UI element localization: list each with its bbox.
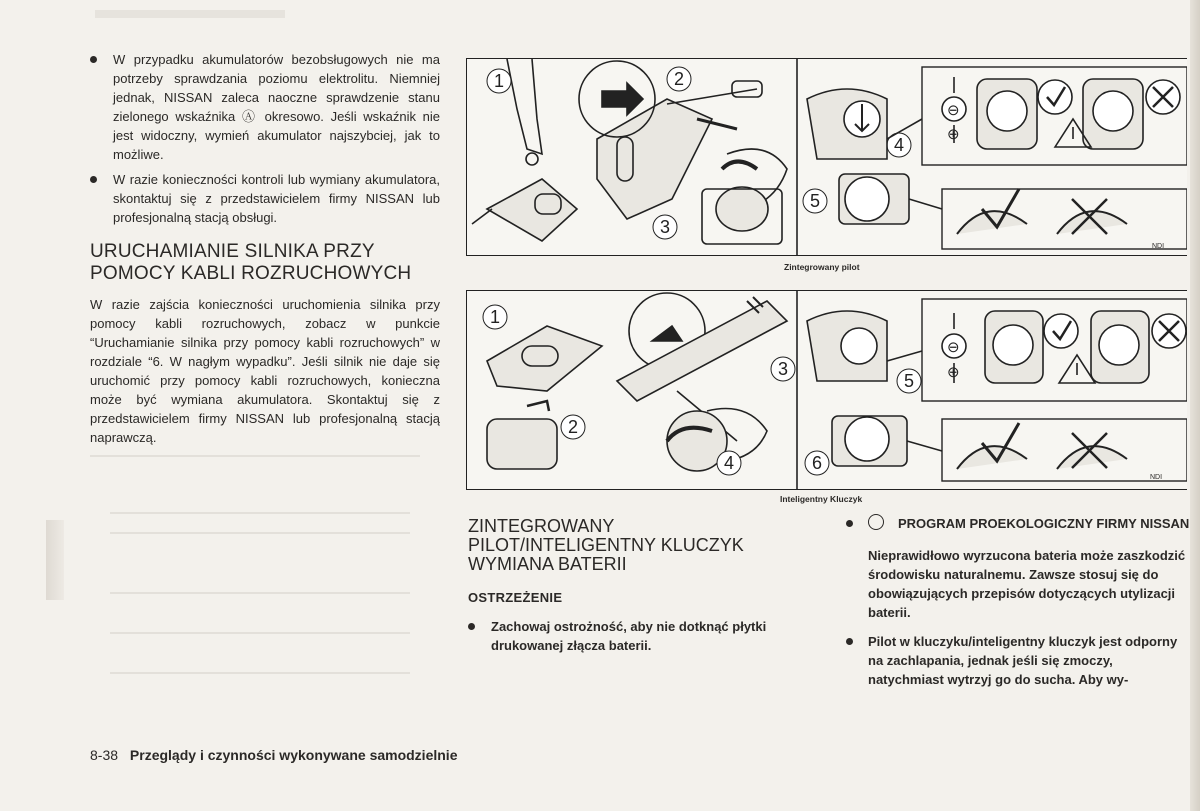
bullet-dot [846,638,853,645]
jump-start-paragraph: W razie zajścia konieczności uruchomienia silnika przy pomocy kabli rozruchowych, zobacz w punkcie “Uruchamianie silnika przy pomocy kabli rozruchowych” w rozdziale “6. W nagłym wypadku”. Jeśli silnik nie daje się uruchomić przy pomocy kabli rozruchowych, konieczna może być wymiana akumulatora. Skontaktuj się z przedstawicielem firmy NISSAN lub profesjonalną stacją naprawczą. [90,297,440,445]
key-step-5-label: 5 [904,371,915,391]
header-smudge [95,10,285,18]
key-polarity-minus-label: ⊖ [947,339,960,356]
battery-replacement-section [468,517,823,655]
battery-maintenance-bullet [90,50,440,164]
battery-heading-line-2: PILOT/INTELIGENTNY KLUCZYK [468,535,744,555]
bullet-text: W przypadku akumulatorów bezobsługowych nie ma potrzeby sprawdzania poziomu elektrolitu. Niemniej jednak, NISSAN zaleca naoczne sprawdzenie stanu zielonego wskaźnika Ⓐ okresowo. Jeśli wskaźnik nie jest widoczny, wymień akumulator najszybciej, jak to możliwe. [113,52,440,162]
warning-text: Zachowaj ostrożność, aby nie dotknąć płytki drukowanej złącza baterii. [491,619,767,653]
bleed-through-line [110,532,410,534]
integrated-remote-caption: Zintegrowany pilot [784,262,860,272]
figure-code-top: NDI [1152,243,1165,250]
key-step-2-label: 2 [568,417,579,437]
page-footer [90,747,457,763]
jump-start-heading: URUCHAMIANIE SILNIKA PRZY POMOCY KABLI ROZRUCHOWYCH [90,241,412,284]
bleed-through-line [110,592,410,594]
step-3-label: 3 [660,217,671,237]
intelligent-key-battery-figure [466,290,1187,490]
warning-label: OSTRZEŻENIE [468,590,563,605]
step-4-label: 4 [894,135,905,155]
key-step-6-label: 6 [812,453,823,473]
battery-heading-line-1: ZINTEGROWANY [468,516,615,536]
bleed-through-line [90,455,420,457]
key-step-4-label: 4 [724,453,735,473]
section-title: Przeglądy i czynności wykonywane samodzielnie [129,747,458,763]
page-spine-shadow [46,520,64,600]
polarity-plus-label: ⊕ [947,126,960,143]
key-step-1-label: 1 [490,307,501,327]
waterproof-bullet [846,632,1191,689]
step-5-label: 5 [810,191,821,211]
bleed-through-line [110,512,410,514]
eco-program-text: Nieprawidłowo wyrzucona bateria może zaszkodzić środowisku naturalnemu. Zawsze stosuj się do obowiązujących przepisów dotyczących utylizacji baterii. [868,548,1186,620]
battery-heading-line-3: WYMIANA BATERII [468,554,627,574]
polarity-minus-label: ⊖ [947,102,960,119]
eco-program-bullet [846,514,1191,533]
waterproof-text: Pilot w kluczyku/inteligentny kluczyk jest odporny na zachlapania, jednak jeśli się zmoczy, natychmiast wytrzyj go do sucha. Aby wy- [868,634,1178,687]
bullet-text: W razie konieczności kontroli lub wymiany akumulatora, skontaktuj się z przedstawicielem firmy NISSAN lub profesjonalną stacją obsługi. [113,172,440,225]
left-column [90,50,440,447]
bullet-dot [90,176,97,183]
key-step-3-label: 3 [778,359,789,379]
bullet-dot [468,623,475,630]
key-polarity-plus-label: ⊕ [947,364,960,381]
right-page-edge [1190,0,1200,811]
integrated-remote-battery-figure [466,58,1187,256]
step-1-label: 1 [494,71,505,91]
eco-program-section [846,514,1191,689]
warning-bullet [468,617,823,655]
bleed-through-line [110,672,410,674]
bullet-dot [90,56,97,63]
step-2-label: 2 [674,69,685,89]
eco-program-title: PROGRAM PROEKOLOGICZNY FIRMY NISSAN [898,516,1190,531]
intelligent-key-illustration [467,291,1187,489]
bleed-through-line [110,632,410,634]
bullet-dot [846,520,853,527]
battery-service-bullet [90,170,440,227]
integrated-remote-illustration [467,59,1187,255]
intelligent-key-caption: Inteligentny Kluczyk [780,494,863,504]
figure-code-bottom: NDI [1150,474,1163,481]
recycle-icon [868,514,884,530]
page-number: 8-38 [90,747,119,763]
